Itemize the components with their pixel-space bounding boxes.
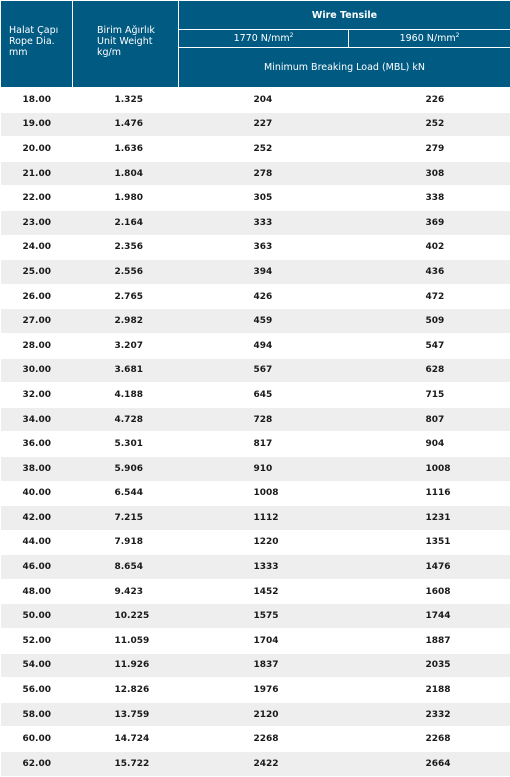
cell-mbl-1960: 279 [349,137,510,162]
table-row [1,653,510,678]
header-weight-line-3: kg/m [97,47,178,58]
cell-mbl-1770: 227 [179,112,349,137]
table-row [1,309,510,334]
cell-rope-diameter: 44.00 [1,530,73,555]
table-header [1,1,510,88]
table-row [1,358,510,383]
table-row [1,727,510,752]
table-row [1,112,510,137]
cell-rope-diameter: 26.00 [1,284,73,309]
cell-unit-weight: 9.423 [73,579,179,604]
cell-mbl-1960: 2035 [349,653,510,678]
table-row [1,383,510,408]
table-body [1,88,510,777]
cell-mbl-1960: 628 [349,358,510,383]
header-rope-line-2: Rope Dia. [9,36,72,47]
cell-mbl-1960: 715 [349,383,510,408]
cell-rope-diameter: 40.00 [1,481,73,506]
cell-mbl-1960: 904 [349,432,510,457]
header-rope-line-3: mm [9,47,72,58]
cell-mbl-1770: 1837 [179,653,349,678]
cell-mbl-1960: 2332 [349,702,510,727]
cell-mbl-1770: 252 [179,137,349,162]
cell-mbl-1770: 1220 [179,530,349,555]
table-row [1,137,510,162]
cell-rope-diameter: 19.00 [1,112,73,137]
cell-unit-weight: 4.728 [73,407,179,432]
cell-unit-weight: 2.164 [73,210,179,235]
cell-unit-weight: 12.826 [73,678,179,703]
cell-unit-weight: 3.681 [73,358,179,383]
cell-rope-diameter: 30.00 [1,358,73,383]
cell-mbl-1770: 1333 [179,555,349,580]
cell-mbl-1770: 728 [179,407,349,432]
cell-rope-diameter: 25.00 [1,260,73,285]
table-row [1,186,510,211]
cell-unit-weight: 2.765 [73,284,179,309]
cell-mbl-1770: 2268 [179,727,349,752]
cell-mbl-1960: 2268 [349,727,510,752]
cell-unit-weight: 1.980 [73,186,179,211]
table-row [1,333,510,358]
cell-mbl-1770: 567 [179,358,349,383]
cell-rope-diameter: 46.00 [1,555,73,580]
cell-mbl-1960: 807 [349,407,510,432]
cell-rope-diameter: 62.00 [1,752,73,777]
header-wire-tensile: Wire Tensile [179,1,510,30]
cell-mbl-1770: 1704 [179,629,349,654]
cell-unit-weight: 7.215 [73,506,179,531]
cell-unit-weight: 4.188 [73,383,179,408]
cell-mbl-1770: 459 [179,309,349,334]
table-row [1,260,510,285]
cell-rope-diameter: 27.00 [1,309,73,334]
cell-rope-diameter: 23.00 [1,210,73,235]
header-rope-line-1: Halat Çapı [9,25,72,36]
cell-mbl-1770: 494 [179,333,349,358]
table-row [1,579,510,604]
cell-rope-diameter: 42.00 [1,506,73,531]
cell-unit-weight: 15.722 [73,752,179,777]
header-grade-1960 [349,30,510,48]
cell-rope-diameter: 54.00 [1,653,73,678]
cell-unit-weight: 11.059 [73,629,179,654]
cell-unit-weight: 1.636 [73,137,179,162]
table-row [1,702,510,727]
cell-mbl-1770: 363 [179,235,349,260]
cell-mbl-1770: 333 [179,210,349,235]
table-row [1,88,510,113]
table-row [1,161,510,186]
cell-mbl-1770: 204 [179,88,349,113]
cell-mbl-1770: 1112 [179,506,349,531]
cell-mbl-1770: 305 [179,186,349,211]
cell-mbl-1960: 402 [349,235,510,260]
table-row [1,555,510,580]
cell-mbl-1960: 509 [349,309,510,334]
cell-rope-diameter: 28.00 [1,333,73,358]
cell-mbl-1770: 2120 [179,702,349,727]
grade-1960-superscript: 2 [456,32,460,39]
cell-mbl-1770: 394 [179,260,349,285]
cell-mbl-1770: 1452 [179,579,349,604]
cell-mbl-1770: 645 [179,383,349,408]
cell-mbl-1770: 910 [179,456,349,481]
table-row [1,235,510,260]
table-row [1,752,510,777]
cell-mbl-1960: 1116 [349,481,510,506]
table-row [1,210,510,235]
cell-mbl-1960: 2188 [349,678,510,703]
cell-unit-weight: 7.918 [73,530,179,555]
cell-mbl-1960: 1608 [349,579,510,604]
cell-rope-diameter: 18.00 [1,88,73,113]
table-row [1,506,510,531]
cell-mbl-1960: 252 [349,112,510,137]
cell-mbl-1770: 2422 [179,752,349,777]
header-mbl: Minimum Breaking Load (MBL) kN [179,48,510,88]
cell-unit-weight: 14.724 [73,727,179,752]
header-grade-1770 [179,30,349,48]
cell-rope-diameter: 38.00 [1,456,73,481]
grade-1770-label: 1770 N/mm [234,33,290,44]
header-weight-line-1: Birim Ağırlık [97,25,178,36]
table-row [1,604,510,629]
table-row [1,678,510,703]
cell-unit-weight: 2.556 [73,260,179,285]
table-row [1,530,510,555]
cell-mbl-1960: 1887 [349,629,510,654]
cell-rope-diameter: 22.00 [1,186,73,211]
cell-rope-diameter: 60.00 [1,727,73,752]
cell-unit-weight: 1.804 [73,161,179,186]
cell-mbl-1770: 278 [179,161,349,186]
cell-mbl-1960: 226 [349,88,510,113]
cell-unit-weight: 8.654 [73,555,179,580]
cell-rope-diameter: 21.00 [1,161,73,186]
cell-unit-weight: 2.356 [73,235,179,260]
cell-rope-diameter: 52.00 [1,629,73,654]
cell-mbl-1960: 1351 [349,530,510,555]
cell-rope-diameter: 34.00 [1,407,73,432]
cell-mbl-1960: 1744 [349,604,510,629]
cell-rope-diameter: 50.00 [1,604,73,629]
table-row [1,629,510,654]
cell-unit-weight: 2.982 [73,309,179,334]
cell-mbl-1960: 369 [349,210,510,235]
table-row [1,284,510,309]
header-unit-weight [73,1,179,88]
header-weight-line-2: Unit Weight [97,36,178,47]
cell-mbl-1960: 2664 [349,752,510,777]
cell-rope-diameter: 20.00 [1,137,73,162]
cell-mbl-1770: 1575 [179,604,349,629]
table-row [1,432,510,457]
cell-mbl-1770: 426 [179,284,349,309]
cell-rope-diameter: 32.00 [1,383,73,408]
header-rope-diameter [1,1,73,88]
cell-unit-weight: 5.906 [73,456,179,481]
cell-rope-diameter: 36.00 [1,432,73,457]
cell-rope-diameter: 24.00 [1,235,73,260]
cell-rope-diameter: 48.00 [1,579,73,604]
cell-unit-weight: 5.301 [73,432,179,457]
grade-1770-superscript: 2 [290,32,294,39]
table-row [1,456,510,481]
cell-mbl-1960: 436 [349,260,510,285]
cell-mbl-1960: 1008 [349,456,510,481]
cell-rope-diameter: 56.00 [1,678,73,703]
cell-mbl-1960: 308 [349,161,510,186]
cell-mbl-1770: 817 [179,432,349,457]
cell-mbl-1960: 338 [349,186,510,211]
cell-mbl-1770: 1008 [179,481,349,506]
cell-mbl-1960: 1476 [349,555,510,580]
cell-unit-weight: 13.759 [73,702,179,727]
grade-1960-label: 1960 N/mm [400,33,456,44]
cell-unit-weight: 1.325 [73,88,179,113]
cell-unit-weight: 1.476 [73,112,179,137]
cell-unit-weight: 10.225 [73,604,179,629]
cell-unit-weight: 11.926 [73,653,179,678]
cell-rope-diameter: 58.00 [1,702,73,727]
cell-mbl-1770: 1976 [179,678,349,703]
cell-unit-weight: 3.207 [73,333,179,358]
cell-mbl-1960: 1231 [349,506,510,531]
cell-mbl-1960: 472 [349,284,510,309]
cell-mbl-1960: 547 [349,333,510,358]
table-row [1,407,510,432]
table-row [1,481,510,506]
cell-unit-weight: 6.544 [73,481,179,506]
